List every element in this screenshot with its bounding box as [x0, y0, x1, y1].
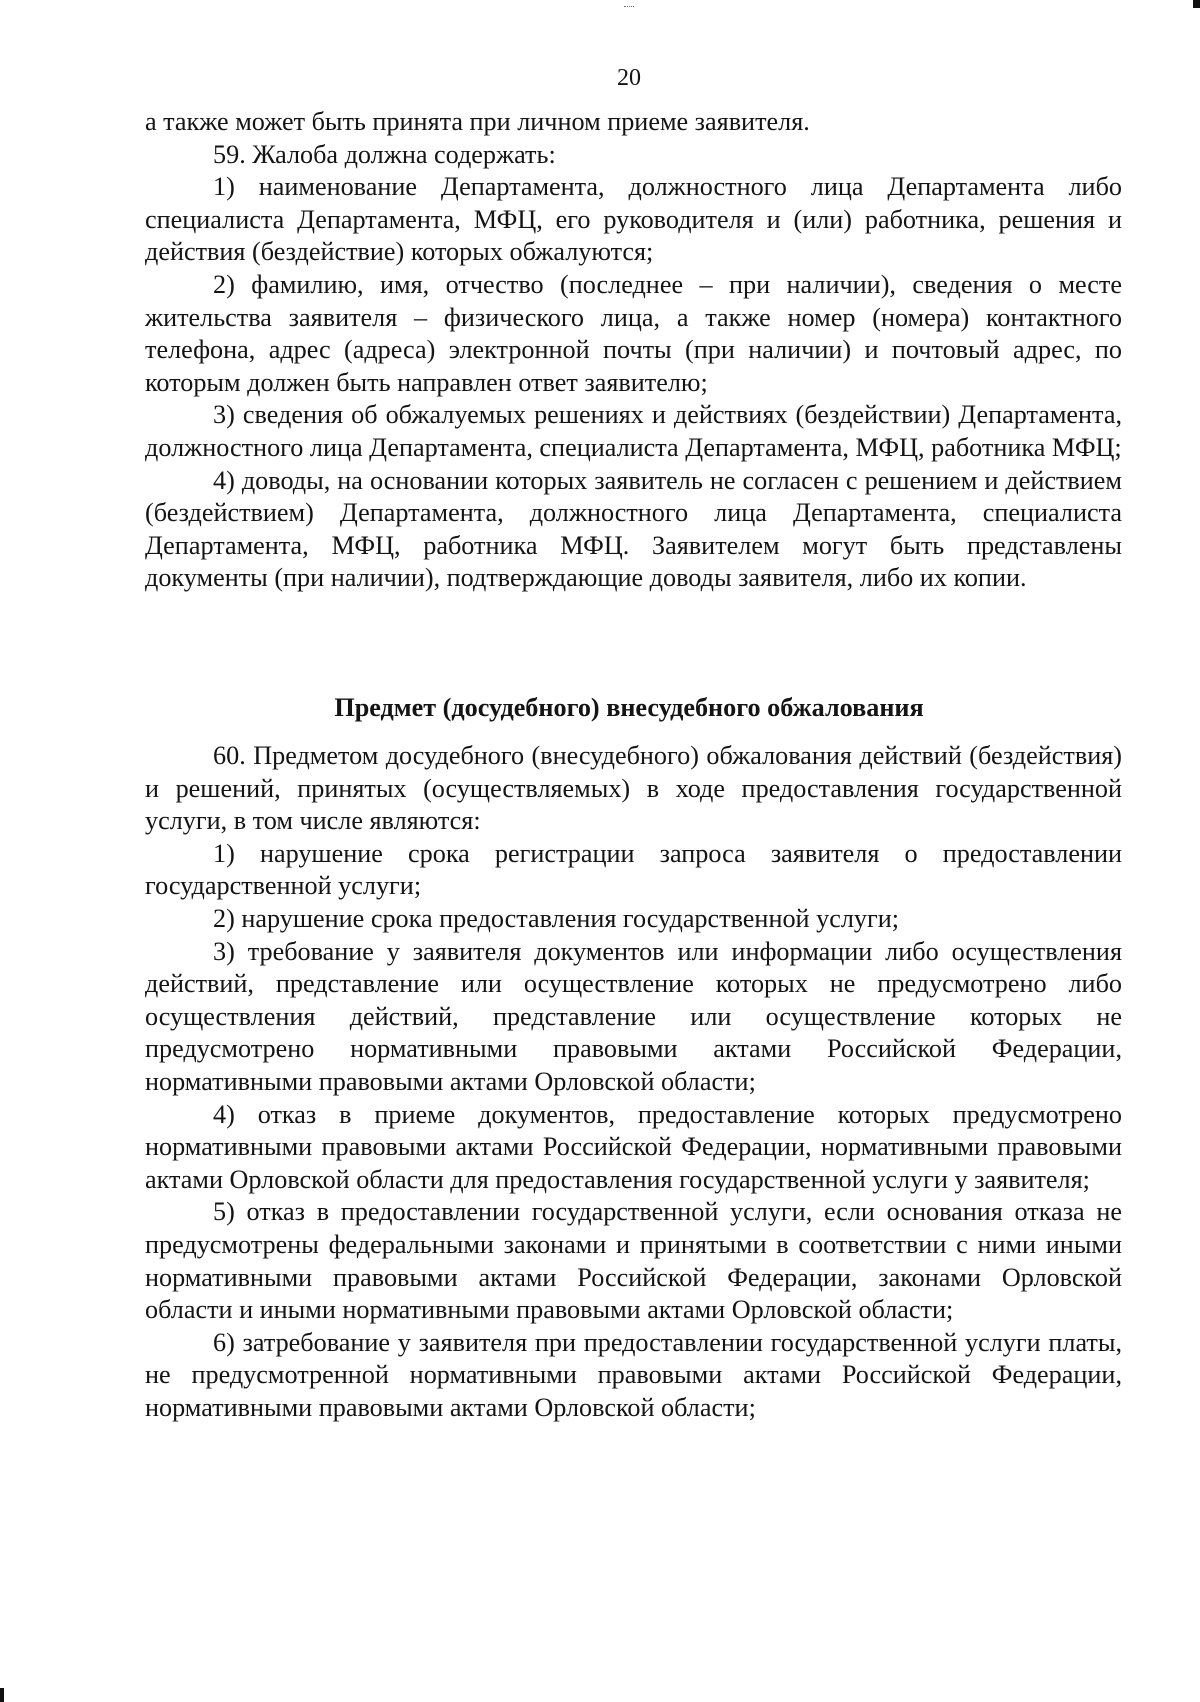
- paragraph-60-subitem-1: 1) нарушение срока регистрации запроса заявителя о предоставлении государственной услуги;: [145, 838, 1122, 901]
- paragraph-item-59: 59. Жалоба должна содержать:: [213, 139, 556, 169]
- paragraph-60-subitem-5: 5) отказ в предоставлении государственной услуги, если основания отказа не предусмотрены федеральными законами и принятыми в соответствии с ними иными нормативными правовыми актами Российской Федерации, законами Орловской области и иными нормативными правовыми актами Орловской области;: [145, 1197, 1122, 1325]
- paragraph-item-60: 60. Предметом досудебного (внесудебного) обжалования действий (бездействия) и решений, принятых (осуществляемых) в ходе предоставления государственной услуги, в том числе являются:: [145, 741, 1122, 836]
- paragraph-59-subitem-4: 4) доводы, на основании которых заявитель не согласен с решением и действием (бездействием) Департамента, должностного лица Департамента, специалиста Департамента, МФЦ, работника МФЦ. Заявителем могут быть представлены документы (при наличии), подтверждающие доводы заявителя, либо их копии.: [145, 465, 1122, 593]
- section-heading: Предмет (досудебного) внесудебного обжалования: [334, 693, 924, 722]
- paragraph-60-subitem-4: 4) отказ в приеме документов, предоставление которых предусмотрено нормативными правовыми актами Российской Федерации, нормативными правовыми актами Орловской области для предоставления государственной услуги у заявителя;: [145, 1099, 1122, 1194]
- paragraph-60-subitem-6: 6) затребование у заявителя при предоставлении государственной услуги платы, не предусмотренной нормативными правовыми актами Российской Федерации, нормативными правовыми актами Орловской области;: [145, 1327, 1122, 1422]
- paragraph-60-subitem-3: 3) требование у заявителя документов или информации либо осуществления действий, представление или осуществление которых не предусмотрено либо осуществления действий, представление или осуществление которых не предусмотрено нормативными правовыми актами Российской Федерации, нормативными правовыми актами Орловской области;: [145, 936, 1122, 1096]
- scan-artifact-left: [0, 1688, 4, 1702]
- scan-artifact-corner: [1193, 0, 1200, 8]
- page-number: 20: [617, 65, 641, 91]
- document-section-appeal-subject: [145, 740, 1122, 1424]
- paragraph-59-subitem-3: 3) сведения об обжалуемых решениях и действиях (бездействии) Департамента, должностного лица Департамента, специалиста Департамента, МФЦ, работника МФЦ;: [145, 400, 1122, 462]
- paragraph-60-subitem-2: 2) нарушение срока предоставления государственной услуги;: [213, 903, 900, 933]
- paragraph-59-subitem-2: 2) фамилию, имя, отчество (последнее – при наличии), сведения о месте жительства заявителя – физического лица, а также номер (номера) контактного телефона, адрес (адреса) электронной почты (при наличии) и почтовый адрес, по которым должен быть направлен ответ заявителю;: [145, 269, 1122, 397]
- document-section-complaint-content: [145, 106, 1122, 595]
- scan-artifact-top: [624, 6, 634, 10]
- paragraph-59-subitem-1: 1) наименование Департамента, должностного лица Департамента либо специалиста Департамента, МФЦ, его руководителя и (или) работника, решения и действия (бездействие) которых обжалуются;: [145, 172, 1122, 267]
- paragraph-continuation: а также может быть принята при личном приеме заявителя.: [145, 107, 810, 136]
